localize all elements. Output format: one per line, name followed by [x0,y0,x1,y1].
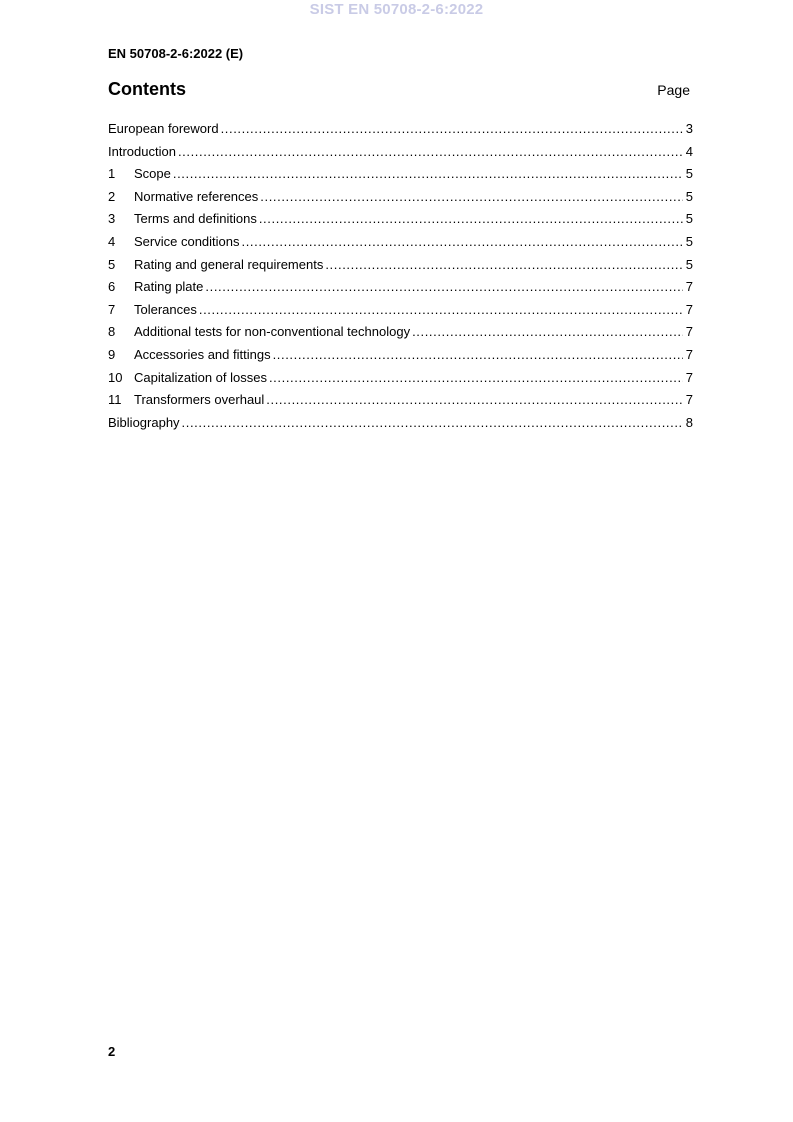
toc-dot-leader [259,208,683,231]
toc-entry-page: 5 [685,188,693,204]
toc-entry-label: European foreword [108,121,219,136]
toc-entry[interactable] [108,186,693,209]
toc-entry-number: 1 [108,166,116,182]
toc-entry[interactable] [108,208,693,231]
toc-entry-page: 7 [685,346,693,362]
toc-entry-page: 5 [685,166,693,182]
toc-entry-label: Additional tests for non-conventional technology [134,324,411,340]
toc-entry-label: Normative references [134,188,259,204]
toc-entry-page: 7 [685,392,693,408]
toc-dot-leader [325,254,682,277]
toc-entry[interactable] [108,141,693,164]
toc-entry[interactable] [108,254,693,277]
toc-entry[interactable] [108,163,693,186]
toc-entry-page: 7 [685,369,693,385]
toc-entry-label: Tolerances [134,301,197,317]
toc-entry-page: 7 [685,324,693,340]
toc-entry-page: 5 [685,211,693,227]
toc-entry-page: 7 [685,301,693,317]
toc-dot-leader [205,276,682,299]
toc-entry-label: Scope [134,166,171,182]
toc-entry-label: Accessories and fittings [134,346,271,362]
toc-entry[interactable] [108,412,693,435]
toc-entry-label: Transformers overhaul [134,392,265,408]
toc-entry-number: 2 [108,188,116,204]
toc-dot-leader [260,186,682,209]
toc-entry[interactable] [108,276,693,299]
toc-entry[interactable] [108,389,693,412]
watermark: SIST EN 50708-2-6:2022 [309,1,484,18]
page-number: 2 [108,1044,116,1059]
toc-entry-page: 8 [685,414,693,430]
toc-entry-number: 6 [108,279,116,295]
toc-entry-page: 7 [685,279,693,295]
toc-title: Contents [108,79,186,99]
toc-list [108,118,693,434]
toc-entry-label: Service conditions [134,233,240,249]
toc-dot-leader [269,367,683,390]
toc-entry-label: Terms and definitions [134,211,257,227]
toc-entry-number: 3 [108,211,116,227]
toc-dot-leader [199,299,683,322]
document-id: EN 50708-2-6:2022 (E) [108,46,244,61]
toc-entry-label: Rating and general requirements [134,256,324,272]
toc-entry[interactable] [108,299,693,322]
toc-entry[interactable] [108,344,693,367]
toc-entry-number: 5 [108,256,116,272]
toc-dot-leader [182,412,683,435]
toc-dot-leader [273,344,683,367]
toc-entry-number: 4 [108,233,116,249]
toc-entry[interactable] [108,231,693,254]
toc-entry-number: 10 [108,369,123,385]
toc-dot-leader [242,231,683,254]
toc-entry-page: 5 [685,233,693,249]
toc-entry-number: 9 [108,346,116,362]
toc-entry[interactable] [108,367,693,390]
toc-entry-label: Introduction [108,143,176,159]
toc-entry-label: Rating plate [134,279,204,295]
toc-dot-leader [173,163,683,186]
toc-page-column-label: Page [657,82,690,98]
toc-entry-label: Bibliography [108,414,180,430]
toc-header [108,77,690,103]
toc-dot-leader [178,141,683,164]
toc-dot-leader [412,321,683,344]
toc-entry[interactable] [108,321,693,344]
toc-entry[interactable] [108,118,693,141]
toc-dot-leader [221,118,683,141]
toc-entry-label: Capitalization of losses [134,369,267,385]
toc-dot-leader [266,389,682,412]
toc-entry-number: 7 [108,301,116,317]
toc-entry-number: 11 [108,392,122,408]
toc-entry-number: 8 [108,324,116,340]
toc-entry-page: 5 [685,256,693,272]
toc-entry-page: 3 [685,121,693,136]
toc-entry-page: 4 [685,143,693,159]
